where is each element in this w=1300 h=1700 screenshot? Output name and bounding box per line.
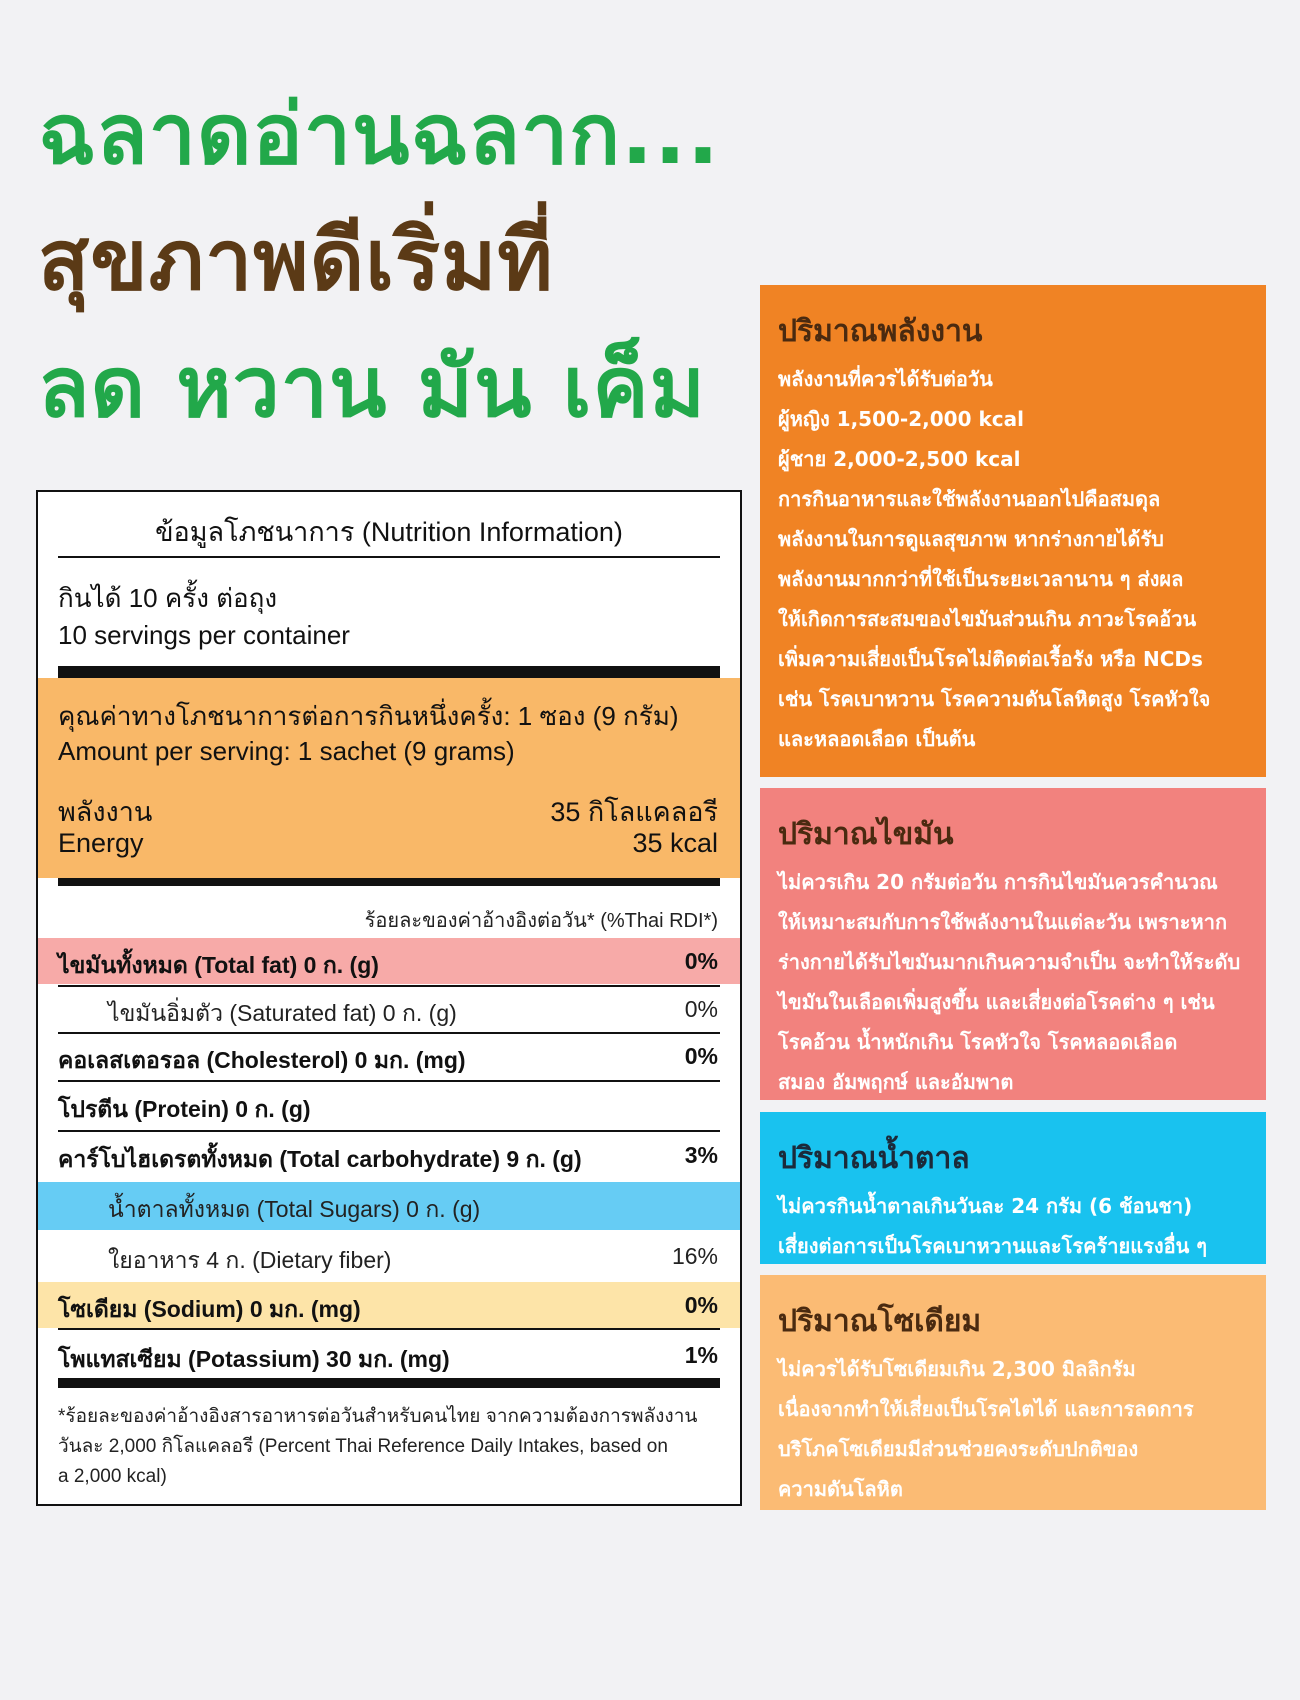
nutrient-name: น้ำตาลทั้งหมด (Total Sugars) 0 ก. (g)	[108, 1196, 481, 1222]
energy-label-thai: พลังงาน	[58, 797, 153, 827]
panel-line: เพิ่มความเสี่ยงเป็นโรคไม่ติดต่อเรื้อรัง หรือ NCDs	[778, 647, 1203, 671]
energy-label-english: Energy	[58, 828, 144, 858]
fat-panel	[760, 788, 1266, 1100]
nutrient-percent: 0%	[684, 996, 718, 1022]
energy-panel-title: ปริมาณพลังงาน	[778, 314, 983, 349]
nutrient-percent: 0%	[684, 948, 718, 974]
sugar-panel	[760, 1112, 1266, 1264]
nutrient-name: ไขมันอิ่มตัว (Saturated fat) 0 ก. (g)	[108, 1000, 457, 1026]
nutrient-row-saturated-fat	[38, 986, 740, 1032]
nutrient-row-dietary-fiber	[38, 1233, 740, 1279]
servings-english: 10 servings per container	[58, 620, 350, 650]
fat-panel-body	[778, 862, 1248, 1102]
divider	[58, 1328, 720, 1330]
panel-line: เนื่องจากทำให้เสี่ยงเป็นโรคไตได้ และการลดการ	[778, 1397, 1194, 1421]
nutrient-row-total-carbohydrate	[38, 1132, 740, 1178]
footnote-line: วันละ 2,000 กิโลแคลอรี (Percent Thai Reference Daily Intakes, based on	[58, 1436, 668, 1457]
panel-line: ให้เหมาะสมกับการใช้พลังงานในแต่ละวัน เพราะหาก	[778, 910, 1228, 934]
sugar-panel-title: ปริมาณน้ำตาล	[778, 1141, 970, 1176]
nutrient-name: คอเลสเตอรอล (Cholesterol) 0 มก. (mg)	[58, 1047, 466, 1073]
energy-band	[38, 678, 740, 878]
rdi-footnote	[58, 1402, 697, 1492]
servings-thai: กินได้ 10 ครั้ง ต่อถุง	[58, 583, 278, 613]
nutrient-percent: 16%	[671, 1243, 718, 1269]
panel-line: การกินอาหารและใช้พลังงานออกไปคือสมดุล	[778, 487, 1161, 511]
headline-line-3: ลด หวาน มัน เค็ม	[38, 338, 706, 436]
sodium-panel-title: ปริมาณโซเดียม	[778, 1304, 982, 1339]
nutrient-name: โพแทสเซียม (Potassium) 30 มก. (mg)	[58, 1346, 450, 1372]
panel-line: ไขมันในเลือดเพิ่มสูงขึ้น และเสี่ยงต่อโรคต่าง ๆ เช่น	[778, 990, 1215, 1014]
rdi-header: ร้อยละของค่าอ้างอิงต่อวัน* (%Thai RDI*)	[364, 910, 718, 932]
nutrient-name: โซเดียม (Sodium) 0 มก. (mg)	[58, 1296, 361, 1322]
panel-line: พลังงานมากกว่าที่ใช้เป็นระยะเวลานาน ๆ ส่งผล	[778, 567, 1184, 591]
energy-panel	[760, 285, 1266, 777]
nutrient-row-total-sugars	[38, 1182, 740, 1230]
panel-line: และหลอดเลือด เป็นต้น	[778, 727, 976, 751]
panel-line: บริโภคโซเดียมมีส่วนช่วยคงระดับปกติของ	[778, 1437, 1139, 1461]
panel-line: เช่น โรคเบาหวาน โรคความดันโลหิตสูง โรคหัวใจ	[778, 687, 1211, 711]
sodium-panel-body	[778, 1349, 1248, 1509]
nutrient-name: คาร์โบไฮเดรตทั้งหมด (Total carbohydrate) 9 ก. (g)	[58, 1146, 582, 1172]
divider	[58, 556, 720, 558]
nutrient-percent: 0%	[684, 1043, 718, 1069]
panel-line: เสี่ยงต่อการเป็นโรคเบาหวานและโรคร้ายแรงอื่น ๆ	[778, 1234, 1207, 1258]
panel-line: สมอง อัมพฤกษ์ และอัมพาต	[778, 1070, 1014, 1094]
energy-value-thai: 35 กิโลแคลอรี	[550, 797, 718, 827]
panel-line: ไม่ควรได้รับโซเดียมเกิน 2,300 มิลลิกรัม	[778, 1357, 1136, 1381]
nutrient-row-sodium	[38, 1282, 740, 1328]
sodium-panel	[760, 1275, 1266, 1510]
nutrient-row-cholesterol	[38, 1033, 740, 1079]
footnote-line: *ร้อยละของค่าอ้างอิงสารอาหารต่อวันสำหรับคนไทย จากความต้องการพลังงาน	[58, 1406, 698, 1427]
panel-line: โรคอ้วน น้ำหนักเกิน โรคหัวใจ โรคหลอดเลือด	[778, 1030, 1178, 1054]
energy-panel-body	[778, 359, 1248, 759]
nutrient-name: โปรตีน (Protein) 0 ก. (g)	[58, 1096, 311, 1122]
nutrition-label-title: ข้อมูลโภชนาการ (Nutrition Information)	[155, 517, 623, 547]
nutrient-percent: 0%	[684, 1292, 718, 1318]
amount-per-serving-english: Amount per serving: 1 sachet (9 grams)	[58, 736, 515, 766]
headline-line-1: ฉลาดอ่านฉลาก...	[38, 85, 720, 183]
nutrient-row-total-fat	[38, 938, 740, 984]
fat-panel-title: ปริมาณไขมัน	[778, 817, 954, 852]
panel-line: ไม่ควรเกิน 20 กรัมต่อวัน การกินไขมันควรคำนวณ	[778, 870, 1218, 894]
headline-line-2: สุขภาพดีเริ่มที่	[38, 211, 554, 309]
nutrient-name: ใยอาหาร 4 ก. (Dietary fiber)	[108, 1247, 392, 1273]
footnote-line: a 2,000 kcal)	[58, 1466, 167, 1487]
nutrient-row-protein	[38, 1082, 740, 1128]
panel-line: ผู้หญิง 1,500-2,000 kcal	[778, 407, 1024, 431]
sugar-panel-body	[778, 1186, 1248, 1266]
panel-line: ผู้ชาย 2,000-2,500 kcal	[778, 447, 1021, 471]
thick-divider	[58, 1378, 720, 1388]
panel-line: ไม่ควรกินน้ำตาลเกินวันละ 24 กรัม (6 ช้อนชา)	[778, 1194, 1193, 1218]
amount-per-serving-thai: คุณค่าทางโภชนาการต่อการกินหนึ่งครั้ง: 1 ซอง (9 กรัม)	[58, 701, 679, 731]
energy-value-english: 35 kcal	[632, 828, 718, 858]
thick-divider	[58, 878, 720, 886]
nutrient-name: ไขมันทั้งหมด (Total fat) 0 ก. (g)	[58, 952, 379, 978]
nutrient-row-potassium	[38, 1332, 740, 1378]
panel-line: ให้เกิดการสะสมของไขมันส่วนเกิน ภาวะโรคอ้วน	[778, 607, 1197, 631]
nutrition-label	[36, 490, 742, 1506]
thick-divider	[58, 666, 720, 678]
panel-line: พลังงานที่ควรได้รับต่อวัน	[778, 367, 993, 391]
panel-line: ร่างกายได้รับไขมันมากเกินความจำเป็น จะทำให้ระดับ	[778, 950, 1241, 974]
panel-line: ความดันโลหิต	[778, 1477, 903, 1501]
nutrient-percent: 1%	[684, 1342, 718, 1368]
nutrient-percent: 3%	[684, 1142, 718, 1168]
panel-line: พลังงานในการดูแลสุขภาพ หากร่างกายได้รับ	[778, 527, 1164, 551]
